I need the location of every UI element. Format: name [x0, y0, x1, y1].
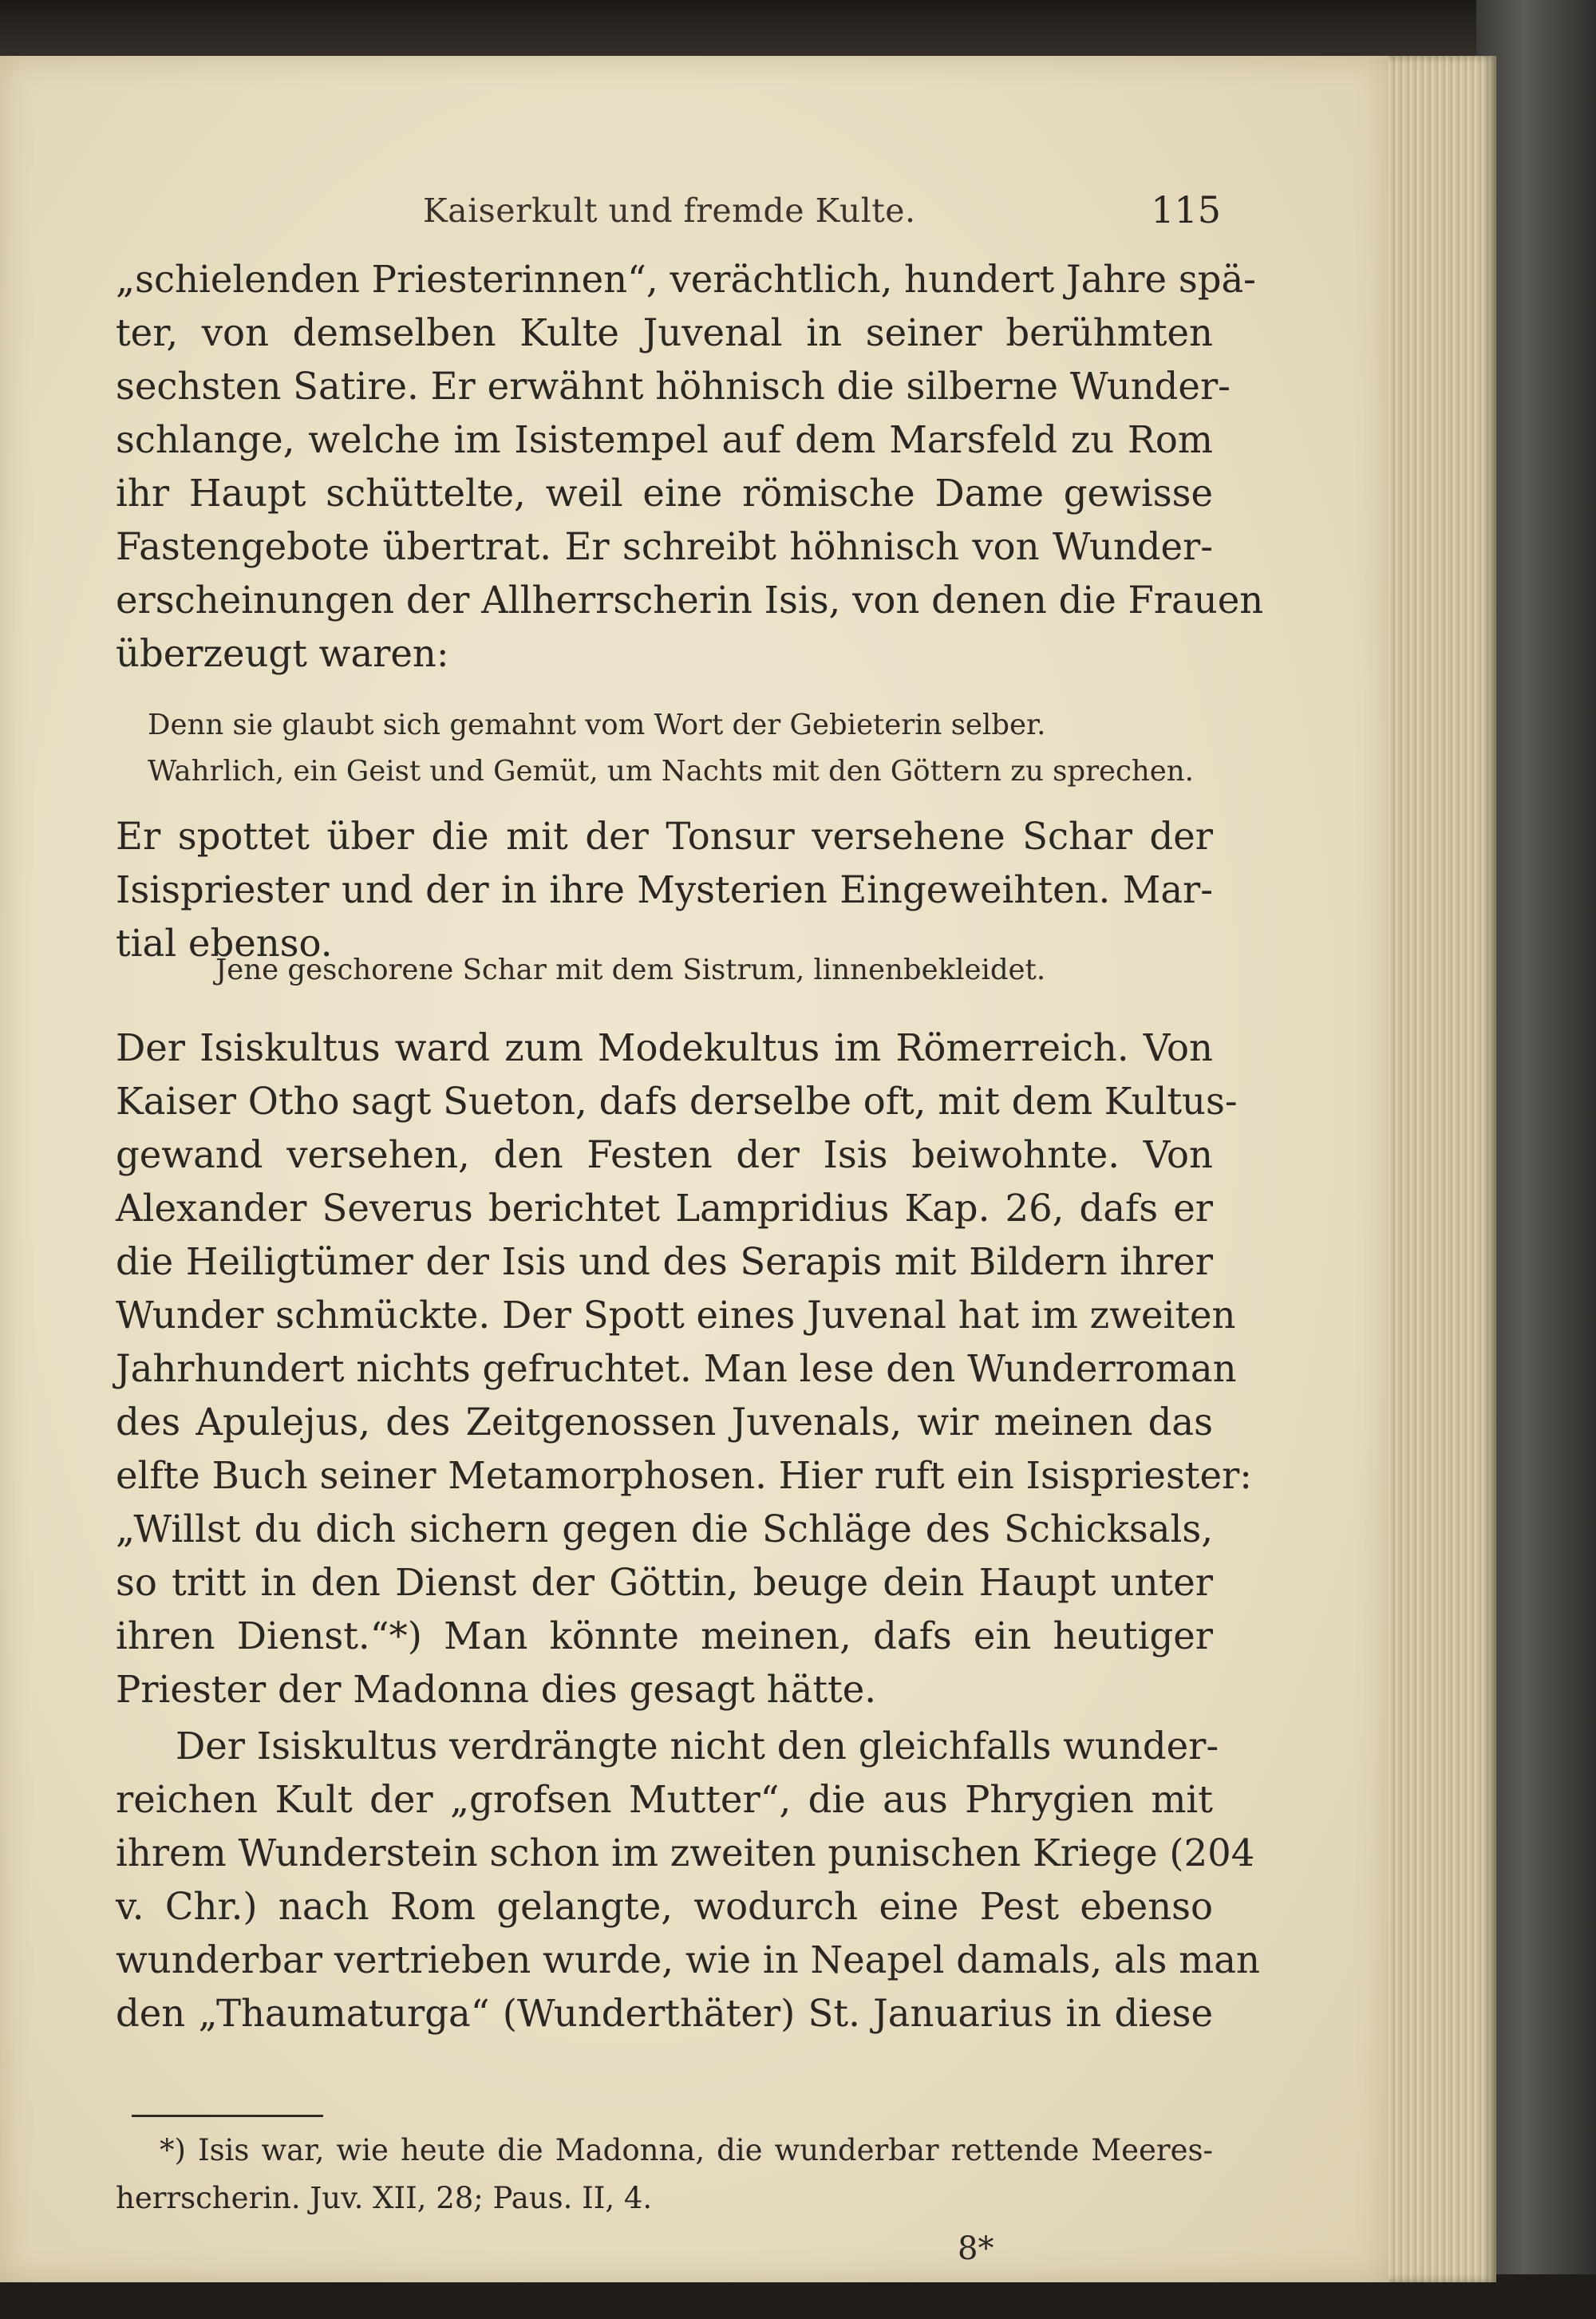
- text-line: sechsten Satire. Er erwähnt höhnisch die silberne Wunder-: [116, 365, 1231, 408]
- footnote-rule: [132, 2115, 323, 2117]
- text-line: die Heiligtümer der Isis und des Serapis mit Bildern ihrer: [116, 1240, 1213, 1283]
- text-line: Er spottet über die mit der Tonsur versehene Schar der: [116, 815, 1213, 858]
- text-line: Kaiser Otho sagt Sueton, dafs derselbe oft, mit dem Kultus-: [116, 1080, 1238, 1123]
- text-line: wunderbar vertrieben wurde, wie in Neapel damals, als man: [116, 1938, 1260, 1981]
- book-page: [0, 56, 1389, 2282]
- paragraph-1: [116, 253, 1264, 681]
- text-line: ihrem Wunderstein schon im zweiten punischen Kriege (204: [116, 1831, 1255, 1875]
- verse-line: Wahrlich, ein Geist und Gemüt, um Nachts mit den Göttern zu sprechen.: [148, 755, 1194, 788]
- text-line: den „Thaumaturga“ (Wunderthäter) St. Januarius in diese: [116, 1992, 1213, 2035]
- verse-quote-1: [148, 702, 1245, 795]
- text-line: Der Isiskultus ward zum Modekultus im Römerreich. Von: [116, 1026, 1213, 1069]
- verse-quote-2: [215, 947, 1313, 994]
- text-line: Priester der Madonna dies gesagt hätte.: [116, 1668, 877, 1711]
- text-line: ihr Haupt schüttelte, weil eine römische Dame gewisse: [116, 472, 1213, 515]
- signature-mark: 8*: [958, 2230, 994, 2267]
- paragraph-2: [116, 810, 1213, 970]
- verse-line: Denn sie glaubt sich gemahnt vom Wort der Gebieterin selber.: [148, 709, 1046, 741]
- text-line: schlange, welche im Isistempel auf dem Marsfeld zu Rom: [116, 418, 1213, 461]
- page-header: [423, 188, 1221, 247]
- text-line: Fastengebote übertrat. Er schreibt höhnisch von Wunder-: [116, 525, 1213, 568]
- text-line: Wunder schmückte. Der Spott eines Juvenal hat im zweiten: [116, 1294, 1236, 1337]
- verse-line: Jene geschorene Schar mit dem Sistrum, linnenbekleidet.: [215, 954, 1046, 986]
- page-number: 115: [1151, 188, 1221, 231]
- text-line: tial ebenso.: [116, 922, 333, 965]
- text-line: ihren Dienst.“*) Man könnte meinen, dafs ein heutiger: [116, 1614, 1213, 1657]
- text-line: Alexander Severus berichtet Lampridius Kap. 26, dafs er: [116, 1187, 1213, 1230]
- text-line: Der Isiskultus verdrängte nicht den gleichfalls wunder-: [176, 1724, 1219, 1768]
- page-edges: [1385, 56, 1496, 2282]
- text-line: Jahrhundert nichts gefruchtet. Man lese den Wunderroman: [116, 1347, 1237, 1390]
- paragraph-4: [116, 1720, 1260, 2040]
- text-line: „Willst du dich sichern gegen die Schläge des Schicksals,: [116, 1507, 1213, 1551]
- paragraph-3: [116, 1021, 1252, 1717]
- text-line: ter, von demselben Kulte Juvenal in seiner berühmten: [116, 311, 1213, 354]
- text-line: v. Chr.) nach Rom gelangte, wodurch eine Pest ebenso: [116, 1885, 1213, 1928]
- text-line: gewand versehen, den Festen der Isis beiwohnte. Von: [116, 1133, 1213, 1176]
- footnote-line: *) Isis war, wie heute die Madonna, die wunderbar rettende Meeres-: [160, 2133, 1213, 2167]
- running-title: Kaiserkult und fremde Kulte.: [423, 192, 916, 230]
- text-line: überzeugt waren:: [116, 632, 449, 675]
- text-line: Isispriester und der in ihre Mysterien Eingeweihten. Mar-: [116, 868, 1213, 911]
- text-line: erscheinungen der Allherrscherin Isis, von denen die Frauen: [116, 579, 1264, 622]
- text-line: so tritt in den Dienst der Göttin, beuge dein Haupt unter: [116, 1561, 1213, 1604]
- text-line: elfte Buch seiner Metamorphosen. Hier ruft ein Isispriester:: [116, 1454, 1252, 1497]
- text-line: reichen Kult der „grofsen Mutter“, die aus Phrygien mit: [116, 1778, 1213, 1821]
- text-line: des Apulejus, des Zeitgenossen Juvenals, wir meinen das: [116, 1400, 1213, 1444]
- footnote-line: herrscherin. Juv. XII, 28; Paus. II, 4.: [116, 2181, 653, 2215]
- footnote: [116, 2127, 1213, 2222]
- text-line: „schielenden Priesterinnen“, verächtlich, hundert Jahre spä-: [116, 258, 1256, 301]
